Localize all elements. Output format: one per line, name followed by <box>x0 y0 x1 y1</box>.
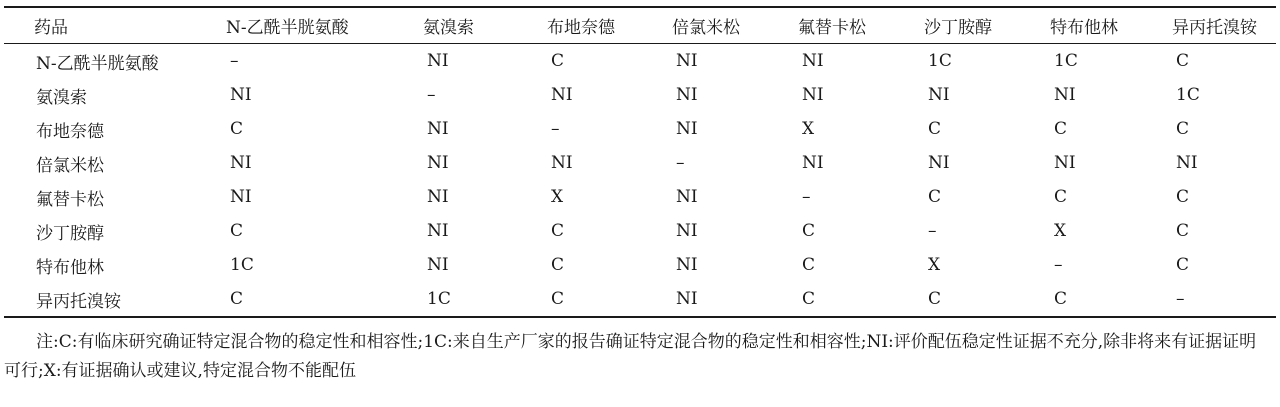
compatibility-cell: 1C <box>928 51 952 71</box>
compatibility-cell: C <box>230 221 244 241</box>
compatibility-cell: NI <box>928 85 950 105</box>
compatibility-cell: C <box>802 221 816 241</box>
compatibility-cell: 1C <box>427 289 451 309</box>
compatibility-cell: NI <box>1176 153 1198 173</box>
compatibility-cell: C <box>1176 187 1190 207</box>
compatibility-cell: NI <box>676 289 698 309</box>
compatibility-cell: NI <box>802 153 824 173</box>
compatibility-cell: NI <box>551 85 573 105</box>
compatibility-cell: X <box>802 119 815 139</box>
compatibility-cell: NI <box>427 187 449 207</box>
header-cell-acetylcysteine: N-乙酰半胱氨酸 <box>226 18 349 38</box>
compatibility-cell: NI <box>230 187 252 207</box>
compatibility-cell: 1C <box>1176 85 1200 105</box>
header-cell-terbutaline: 特布他林 <box>1050 18 1118 38</box>
compatibility-cell: X <box>551 187 564 207</box>
compatibility-cell: NI <box>676 255 698 275</box>
compatibility-cell: NI <box>802 85 824 105</box>
table-row <box>4 44 1276 79</box>
compatibility-cell: C <box>1054 119 1068 139</box>
compatibility-cell: 1C <box>1054 51 1078 71</box>
compatibility-cell: NI <box>427 221 449 241</box>
header-cell-ambroxol: 氨溴索 <box>423 18 474 38</box>
compatibility-cell: X <box>1054 221 1067 241</box>
compatibility-cell: – <box>1176 289 1185 309</box>
header-cell-budesonide: 布地奈德 <box>547 18 615 38</box>
compatibility-cell: C <box>551 255 565 275</box>
document-page <box>0 6 1280 407</box>
compatibility-cell: C <box>230 289 244 309</box>
compatibility-cell: NI <box>802 51 824 71</box>
compatibility-cell: – <box>802 187 811 207</box>
compatibility-cell: C <box>802 255 816 275</box>
compatibility-cell: C <box>1176 255 1190 275</box>
compatibility-cell: NI <box>551 153 573 173</box>
compatibility-cell: C <box>551 289 565 309</box>
compatibility-cell: 1C <box>230 255 254 275</box>
table-row <box>4 146 1276 180</box>
table-row <box>4 180 1276 214</box>
compatibility-cell: C <box>802 289 816 309</box>
table-row <box>4 214 1276 248</box>
compatibility-cell: NI <box>928 153 950 173</box>
compatibility-cell: – <box>1054 255 1063 275</box>
row-drug-name: 布地奈德 <box>36 121 104 142</box>
compatibility-cell: C <box>551 51 565 71</box>
compatibility-cell: NI <box>676 119 698 139</box>
compatibility-cell: C <box>1176 221 1190 241</box>
compatibility-cell: C <box>928 289 942 309</box>
table-row <box>4 78 1276 112</box>
table-body <box>4 44 1276 318</box>
compatibility-cell: – <box>230 51 239 71</box>
header-cell-fluticasone: 氟替卡松 <box>798 18 866 38</box>
compatibility-cell: NI <box>676 51 698 71</box>
compatibility-cell: NI <box>230 153 252 173</box>
compatibility-cell: C <box>1054 187 1068 207</box>
compatibility-cell: – <box>427 85 436 105</box>
compatibility-cell: NI <box>1054 153 1076 173</box>
compatibility-cell: – <box>928 221 937 241</box>
table-row <box>4 248 1276 282</box>
header-cell-ipratropium: 异丙托溴铵 <box>1172 18 1257 38</box>
header-row <box>4 7 1276 44</box>
row-drug-name: 特布他林 <box>36 257 104 278</box>
compatibility-cell: C <box>551 221 565 241</box>
compatibility-cell: C <box>928 187 942 207</box>
row-drug-name: 沙丁胺醇 <box>36 223 104 244</box>
table-row <box>4 282 1276 317</box>
compatibility-cell: NI <box>427 153 449 173</box>
row-drug-name: 倍氯米松 <box>36 155 104 176</box>
table-header <box>4 7 1276 44</box>
compatibility-cell: NI <box>1054 85 1076 105</box>
row-drug-name: 氨溴索 <box>36 87 87 108</box>
compatibility-cell: NI <box>427 119 449 139</box>
compatibility-table <box>4 6 1276 318</box>
compatibility-cell: NI <box>676 85 698 105</box>
compatibility-cell: – <box>551 119 560 139</box>
row-drug-name: 异丙托溴铵 <box>36 291 121 312</box>
compatibility-cell: C <box>1176 119 1190 139</box>
compatibility-cell: – <box>676 153 685 173</box>
header-cell-drug: 药品 <box>34 18 68 38</box>
row-drug-name: 氟替卡松 <box>36 189 104 210</box>
compatibility-cell: C <box>1054 289 1068 309</box>
compatibility-cell: NI <box>427 51 449 71</box>
table-footnote: 注:C:有临床研究确证特定混合物的稳定性和相容性;1C:来自生产厂家的报告确证特定混合物的稳定性和相容性;NI:评价配伍稳定性证据不充分,除非将来有证据证明可行;X:有证据确认或建议,特定混合物不能配伍 <box>4 332 1257 381</box>
compatibility-cell: X <box>928 255 941 275</box>
compatibility-cell: NI <box>427 255 449 275</box>
table-row <box>4 112 1276 146</box>
header-cell-beclomethasone: 倍氯米松 <box>672 18 740 38</box>
compatibility-cell: C <box>230 119 244 139</box>
compatibility-cell: NI <box>230 85 252 105</box>
row-drug-name: N-乙酰半胱氨酸 <box>36 53 159 74</box>
header-cell-salbutamol: 沙丁胺醇 <box>924 18 992 38</box>
compatibility-cell: NI <box>676 187 698 207</box>
compatibility-cell: C <box>1176 51 1190 71</box>
compatibility-cell: NI <box>676 221 698 241</box>
compatibility-cell: C <box>928 119 942 139</box>
